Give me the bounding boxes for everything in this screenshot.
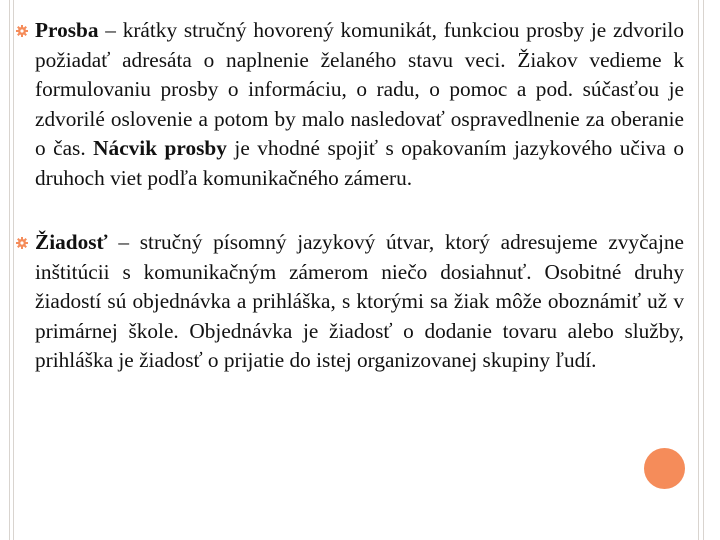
left-border-line [9, 0, 10, 540]
gear-bullet-icon [16, 237, 28, 249]
bullet-item-prosba [16, 16, 684, 193]
decorative-orange-circle [644, 448, 685, 489]
term-prosba: Prosba [35, 18, 99, 42]
paragraph-text: – krátky stručný hovorený komunikát, funkciou prosby je zdvorilo požiadať adresáta o naplnenie želaného stavu veci. Žiakov vedieme k formulovaniu prosby o informáciu, o radu, o pomoc a pod. súčasťou je zdvorilé oslovenie a potom by malo nasledovať ospravedlnenie za oberanie o čas. [35, 18, 684, 160]
bullet-item-ziadost [16, 228, 684, 376]
slide-content [16, 16, 684, 376]
right-border-line [703, 0, 704, 540]
term-ziadost: Žiadosť [35, 230, 108, 254]
paragraph-text: je vhodné spojiť s opakovaním jazykového učiva o druhoch viet podľa komunikačného zámeru. [35, 136, 684, 190]
left-border-line [13, 0, 14, 540]
gear-bullet-icon [16, 25, 28, 37]
emphasis-nacvik-prosby: Nácvik prosby [93, 136, 227, 160]
right-border-line [698, 0, 699, 540]
paragraph-text: – stručný písomný jazykový útvar, ktorý adresujeme zvyčajne inštitúcii s komunikačným zámerom niečo dosiahnuť. Osobitné druhy žiadostí sú objednávka a prihláška, s ktorými sa žiak môže oboznámiť už v primárnej škole. Objednávka je žiadosť o dodanie tovaru alebo služby, prihláška je žiadosť o prijatie do istej organizovanej skupiny ľudí. [35, 230, 684, 372]
